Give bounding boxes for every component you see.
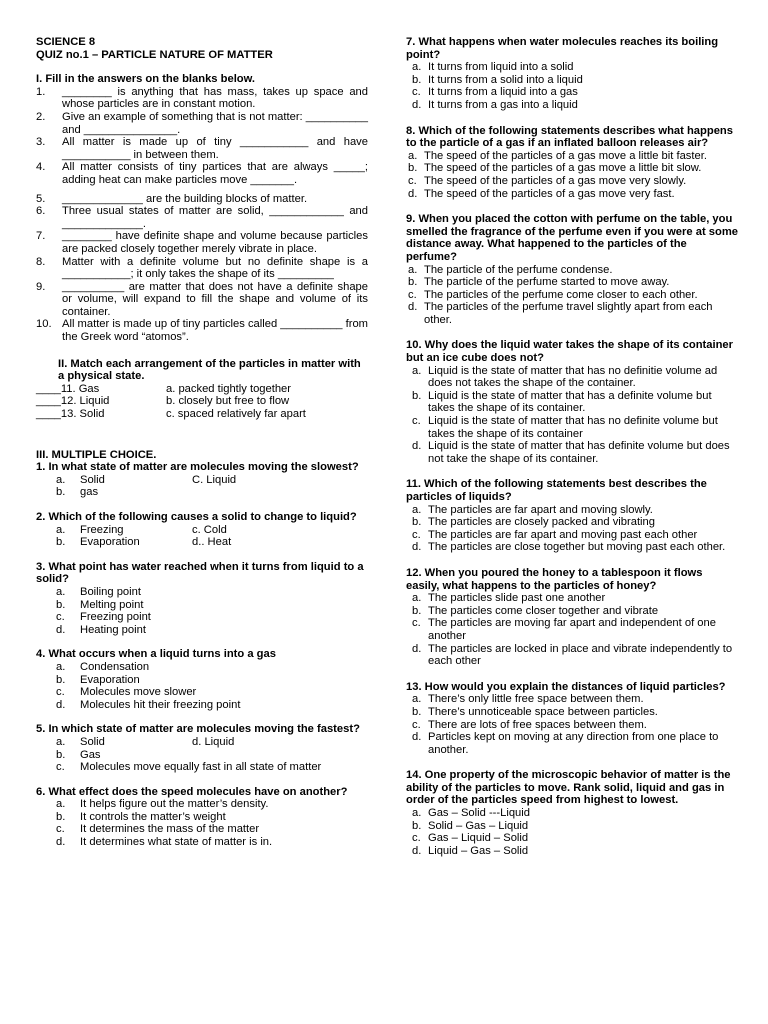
option bbox=[412, 99, 738, 112]
item-text: All matter consists of tiny partices that are always _____; adding heat can make particles move _______. bbox=[62, 161, 368, 186]
mc-question bbox=[36, 461, 368, 499]
match-row bbox=[36, 383, 368, 396]
option-letter: d. bbox=[412, 440, 422, 453]
option-letter: b. bbox=[56, 748, 66, 761]
option-letter: c. bbox=[408, 288, 417, 301]
option-text: Solid – Gas – Liquid bbox=[428, 819, 529, 832]
option bbox=[56, 474, 368, 487]
option-text: The speed of the particles of a gas move a little bit faster. bbox=[424, 149, 707, 162]
mc-question bbox=[406, 769, 738, 857]
option-letter: b. bbox=[412, 604, 422, 617]
question-text: 9. When you placed the cotton with perfume on the table, you smelled the fragrance of the perfume even if you were at some distance away. What happened to the particles of the perfume? bbox=[406, 213, 738, 263]
option-text: Particles kept on moving at any direction from one place to another. bbox=[428, 731, 719, 756]
option-text: It turns from a gas into a liquid bbox=[428, 98, 578, 111]
options-list bbox=[56, 798, 368, 848]
option-letter: c. bbox=[56, 761, 65, 774]
item-text: ________ is anything that has mass, takes up space and whose particles are in constant motion. bbox=[62, 85, 368, 111]
item-text: _____________ are the building blocks of matter. bbox=[62, 192, 308, 205]
option-text: There are lots of free spaces between them. bbox=[428, 718, 647, 731]
question-text: 10. Why does the liquid water takes the shape of its container but an ice cube does not? bbox=[406, 339, 733, 365]
mc-question bbox=[406, 567, 738, 668]
option-text: Gas – Liquid – Solid bbox=[428, 832, 529, 845]
option-text: The particles come closer together and vibrate bbox=[428, 604, 659, 617]
options-list bbox=[412, 365, 738, 466]
options-list bbox=[56, 586, 368, 636]
option-letter: a. bbox=[56, 735, 66, 748]
item-number: 3. bbox=[36, 136, 46, 149]
option-letter: a. bbox=[56, 473, 66, 486]
option-text: The particles are moving far apart and independent of one another bbox=[428, 617, 716, 642]
option-text: Freezing bbox=[80, 523, 124, 536]
item-text: __________ are matter that does not have a definite shape or volume, will expand to fill the shape and volume of its container. bbox=[62, 280, 368, 318]
option bbox=[412, 719, 738, 732]
option-letter: c. bbox=[408, 174, 417, 187]
option bbox=[412, 504, 738, 517]
option-letter: b. bbox=[408, 276, 418, 289]
mc-question bbox=[36, 511, 368, 549]
option-letter: b. bbox=[56, 810, 66, 823]
option-text: It turns from a liquid into a gas bbox=[428, 86, 578, 99]
item-text: Give an example of something that is not matter: __________ and _______________. bbox=[62, 110, 368, 136]
item-text: All matter is made up of tiny ___________ and have ___________ in between them. bbox=[62, 136, 368, 161]
option bbox=[408, 264, 738, 277]
part1-title: I. Fill in the answers on the blanks below. bbox=[36, 73, 256, 86]
options-list bbox=[56, 661, 368, 711]
option-letter: c. bbox=[56, 611, 65, 624]
mc-question bbox=[406, 681, 738, 757]
mc-question bbox=[36, 648, 368, 711]
question-text: 13. How would you explain the distances of liquid particles? bbox=[406, 680, 726, 693]
match-arrangement: b. closely but free to flow bbox=[166, 395, 290, 408]
option-letter: c. bbox=[412, 617, 421, 630]
option-text: The particles slide past one another bbox=[428, 592, 606, 605]
option bbox=[412, 731, 738, 756]
option-letter: b. bbox=[56, 486, 66, 499]
option bbox=[56, 811, 368, 824]
option-letter: b. bbox=[56, 598, 66, 611]
option bbox=[56, 661, 368, 674]
mc-question bbox=[406, 478, 738, 554]
option-text: The particles are far apart and moving past each other bbox=[428, 528, 698, 541]
option-text: Liquid is the state of matter that has a definite volume but takes the shape of its container. bbox=[428, 389, 712, 415]
option bbox=[408, 175, 738, 188]
option-text: The particles are locked in place and vibrate independently to each other bbox=[428, 642, 733, 668]
option-text: Liquid is the state of matter that has no definite volume but takes the shape of its container bbox=[428, 415, 718, 440]
option-text: The speed of the particles of a gas move a little bit slow. bbox=[424, 162, 702, 175]
quiz-title: QUIZ no.1 – PARTICLE NATURE OF MATTER bbox=[36, 48, 273, 61]
option-text: Evaporation bbox=[80, 673, 140, 686]
option-letter: d. bbox=[408, 187, 418, 200]
match-arrangement: a. packed tightly together bbox=[166, 382, 292, 395]
option-letter: c. bbox=[56, 823, 65, 836]
options-list bbox=[56, 736, 368, 774]
option bbox=[56, 736, 368, 749]
mc-question bbox=[406, 125, 738, 201]
item-number: 5. bbox=[36, 192, 46, 205]
option-text: It turns from liquid into a solid bbox=[428, 61, 574, 74]
fill-in-item bbox=[36, 318, 368, 343]
option-text: Melting point bbox=[80, 598, 144, 611]
fill-in-item bbox=[36, 161, 368, 186]
left-column bbox=[36, 36, 368, 849]
option-letter: c. bbox=[412, 832, 421, 845]
option-text: It determines the mass of the matter bbox=[80, 823, 260, 836]
option-text: Boiling point bbox=[80, 585, 141, 598]
option-letter: a. bbox=[56, 798, 66, 811]
mc-question bbox=[406, 36, 738, 112]
option bbox=[412, 845, 738, 858]
option bbox=[412, 832, 738, 845]
mc-question bbox=[36, 723, 368, 773]
matching-list bbox=[36, 383, 368, 421]
mc-question bbox=[406, 213, 738, 326]
option-letter: a. bbox=[408, 149, 418, 162]
item-text: Three usual states of matter are solid, ____________ and _____________. bbox=[62, 205, 368, 230]
right-column bbox=[406, 36, 738, 857]
item-number: 4. bbox=[36, 161, 46, 174]
mc-question bbox=[406, 339, 738, 465]
option-text-2: d. Liquid bbox=[192, 735, 235, 748]
options-list bbox=[412, 693, 738, 756]
option-letter: b. bbox=[412, 705, 422, 718]
option bbox=[412, 605, 738, 618]
option-text: The particles are closely packed and vibrating bbox=[428, 516, 655, 529]
option-letter: d. bbox=[412, 642, 422, 655]
option-letter: a. bbox=[408, 263, 418, 276]
option-text: It helps figure out the matter’s density. bbox=[80, 798, 269, 811]
option-text: Freezing point bbox=[80, 611, 151, 624]
option-text: The particles are close together but moving past each other. bbox=[428, 541, 726, 554]
option-text: Heating point bbox=[80, 623, 146, 636]
match-row bbox=[36, 395, 368, 408]
option bbox=[56, 699, 368, 712]
option-text-2: c. Cold bbox=[192, 523, 227, 536]
option-letter: c. bbox=[412, 718, 421, 731]
option bbox=[56, 823, 368, 836]
option-text: The particles are far apart and moving slowly. bbox=[428, 503, 653, 516]
option-letter: b. bbox=[412, 73, 422, 86]
option bbox=[412, 706, 738, 719]
option bbox=[408, 301, 738, 326]
match-state: ____11. Gas bbox=[36, 382, 100, 395]
option bbox=[56, 749, 368, 762]
option bbox=[412, 820, 738, 833]
options-list bbox=[412, 61, 738, 111]
option-letter: d. bbox=[408, 301, 418, 314]
fill-in-list bbox=[36, 86, 368, 344]
option bbox=[408, 150, 738, 163]
fill-in-item bbox=[36, 230, 368, 255]
option-letter: b. bbox=[56, 673, 66, 686]
question-text: 4. What occurs when a liquid turns into a gas bbox=[36, 648, 276, 661]
match-state: ____13. Solid bbox=[36, 408, 105, 421]
item-number: 10. bbox=[36, 318, 52, 331]
option-text: There’s only little free space between them. bbox=[428, 693, 644, 706]
option bbox=[412, 516, 738, 529]
option bbox=[412, 807, 738, 820]
option-letter: b. bbox=[408, 162, 418, 175]
option-letter: d. bbox=[412, 98, 422, 111]
option-text: Evaporation bbox=[80, 536, 140, 549]
item-text: All matter is made up of tiny particles called __________ from the Greek word “atomos”. bbox=[62, 318, 368, 344]
option-text: Liquid is the state of matter that has no definitie volume ad does not takes the shape of the container. bbox=[428, 364, 718, 390]
question-text: 6. What effect does the speed molecules have on another? bbox=[36, 785, 348, 798]
item-number: 2. bbox=[36, 110, 46, 123]
option-text: It controls the matter’s weight bbox=[80, 810, 226, 823]
option bbox=[408, 188, 738, 201]
question-text: 5. In which state of matter are molecules moving the fastest? bbox=[36, 723, 360, 736]
fill-in-item bbox=[36, 193, 368, 206]
option bbox=[56, 486, 368, 499]
part2-title bbox=[36, 358, 368, 383]
option bbox=[56, 674, 368, 687]
fill-in-item bbox=[36, 281, 368, 319]
item-number: 7. bbox=[36, 230, 46, 243]
part3-title: III. MULTIPLE CHOICE. bbox=[36, 448, 157, 461]
option-text: Solid bbox=[80, 735, 105, 748]
option-text: Condensation bbox=[80, 660, 150, 673]
options-list bbox=[408, 264, 738, 327]
option bbox=[56, 599, 368, 612]
option-text: Liquid is the state of matter that has definite volume but does not take the shape of its container. bbox=[428, 440, 730, 465]
option-text: Gas bbox=[80, 748, 101, 761]
option-letter: a. bbox=[56, 523, 66, 536]
item-number: 1. bbox=[36, 85, 46, 98]
option-letter: d. bbox=[56, 623, 66, 636]
option bbox=[56, 524, 368, 537]
option-text: The particles of the perfume come closer to each other. bbox=[424, 288, 698, 301]
option bbox=[412, 693, 738, 706]
option-text: Molecules move slower bbox=[80, 686, 197, 699]
option-letter: d. bbox=[56, 836, 66, 849]
question-text: 7. What happens when water molecules reaches its boiling point? bbox=[406, 36, 719, 61]
option-letter: c. bbox=[56, 686, 65, 699]
option-letter: a. bbox=[412, 503, 422, 516]
part2-title-text: II. Match each arrangement of the particles in matter with a physical state. bbox=[58, 357, 361, 383]
option bbox=[408, 276, 738, 289]
option bbox=[408, 162, 738, 175]
options-list bbox=[412, 504, 738, 554]
option-letter: a. bbox=[56, 660, 66, 673]
option bbox=[412, 390, 738, 415]
option bbox=[56, 586, 368, 599]
option-letter: d. bbox=[412, 541, 422, 554]
mc-question bbox=[36, 786, 368, 849]
item-text: ________ have definite shape and volume because particles are packed closely together merely vibrate in place. bbox=[62, 230, 368, 255]
option bbox=[412, 643, 738, 668]
question-text: 1. In what state of matter are molecules moving the slowest? bbox=[36, 461, 359, 474]
option-text-2: d.. Heat bbox=[192, 536, 232, 549]
option-letter: a. bbox=[412, 807, 422, 820]
option bbox=[412, 365, 738, 390]
option bbox=[412, 74, 738, 87]
option bbox=[412, 592, 738, 605]
question-text: 8. Which of the following statements describes what happens to the particle of a gas if an inflated balloon releases air? bbox=[406, 124, 733, 150]
option bbox=[56, 798, 368, 811]
option-letter: d. bbox=[412, 731, 422, 744]
option-letter: c. bbox=[412, 86, 421, 99]
option-letter: a. bbox=[412, 364, 422, 377]
option-letter: a. bbox=[56, 585, 66, 598]
mc-questions-left bbox=[36, 461, 368, 848]
item-number: 6. bbox=[36, 205, 46, 218]
option-letter: b. bbox=[412, 819, 422, 832]
option-text: Liquid – Gas – Solid bbox=[428, 844, 529, 857]
option bbox=[56, 624, 368, 637]
option-letter: a. bbox=[412, 592, 422, 605]
option-text: Molecules move equally fast in all state of matter bbox=[80, 761, 322, 774]
option bbox=[412, 529, 738, 542]
subject-heading: SCIENCE 8 bbox=[36, 36, 96, 48]
option-letter: d. bbox=[412, 844, 422, 857]
item-number: 9. bbox=[36, 280, 46, 293]
option-letter: c. bbox=[412, 528, 421, 541]
option-letter: b. bbox=[56, 536, 66, 549]
option-text: The speed of the particles of a gas move very fast. bbox=[424, 187, 675, 200]
fill-in-item bbox=[36, 205, 368, 230]
option-letter: a. bbox=[412, 61, 422, 74]
option-letter: c. bbox=[412, 415, 421, 428]
options-list bbox=[408, 150, 738, 200]
fill-in-item bbox=[36, 136, 368, 161]
option bbox=[56, 836, 368, 849]
match-arrangement: c. spaced relatively far apart bbox=[166, 408, 306, 421]
option bbox=[56, 611, 368, 624]
option bbox=[56, 536, 368, 549]
option bbox=[412, 415, 738, 440]
mc-questions-right bbox=[406, 36, 738, 857]
option-text: The particle of the perfume condense. bbox=[424, 263, 613, 276]
option-text: The particle of the perfume started to move away. bbox=[424, 276, 670, 289]
option bbox=[56, 761, 368, 774]
fill-in-item bbox=[36, 256, 368, 281]
option bbox=[412, 61, 738, 74]
option-letter: d. bbox=[56, 698, 66, 711]
item-text: Matter with a definite volume but no definite shape is a ___________; it only takes the shape of its _________ bbox=[62, 255, 368, 281]
option-text: Molecules hit their freezing point bbox=[80, 698, 241, 711]
option-text: It turns from a solid into a liquid bbox=[428, 73, 583, 86]
option-letter: b. bbox=[412, 389, 422, 402]
options-list bbox=[56, 524, 368, 549]
fill-in-item bbox=[36, 111, 368, 136]
options-list bbox=[412, 592, 738, 668]
option-text: There’s unnoticeable space between particles. bbox=[428, 705, 658, 718]
option-text: The speed of the particles of a gas move very slowly. bbox=[424, 174, 687, 187]
question-text: 3. What point has water reached when it turns from liquid to a solid? bbox=[36, 560, 364, 586]
option-text: gas bbox=[80, 486, 99, 499]
question-text: 14. One property of the microscopic behavior of matter is the ability of the particles to move. Rank solid, liquid and gas in order of the particles speed from highest to lowest. bbox=[406, 769, 731, 807]
fill-in-item bbox=[36, 86, 368, 111]
match-state: ____12. Liquid bbox=[36, 395, 110, 408]
option-letter: b. bbox=[412, 516, 422, 529]
item-number: 8. bbox=[36, 255, 46, 268]
question-text: 11. Which of the following statements best describes the particles of liquids? bbox=[406, 478, 707, 503]
match-row bbox=[36, 408, 368, 421]
question-text: 12. When you poured the honey to a tablespoon it flows easily, what happens to the particles of honey? bbox=[406, 566, 703, 592]
option bbox=[412, 541, 738, 554]
option-text: Solid bbox=[80, 473, 105, 486]
mc-question bbox=[36, 561, 368, 637]
option-text: Gas – Solid ---Liquid bbox=[428, 807, 530, 820]
option bbox=[412, 440, 738, 465]
option bbox=[408, 289, 738, 302]
option bbox=[412, 86, 738, 99]
option bbox=[56, 686, 368, 699]
option-letter: a. bbox=[412, 693, 422, 706]
option-text: The particles of the perfume travel slightly apart from each other. bbox=[424, 301, 713, 326]
option-text-2: C. Liquid bbox=[192, 473, 237, 486]
options-list bbox=[56, 474, 368, 499]
option bbox=[412, 617, 738, 642]
options-list bbox=[412, 807, 738, 857]
option-text: It determines what state of matter is in. bbox=[80, 836, 273, 849]
question-text: 2. Which of the following causes a solid to change to liquid? bbox=[36, 511, 357, 523]
